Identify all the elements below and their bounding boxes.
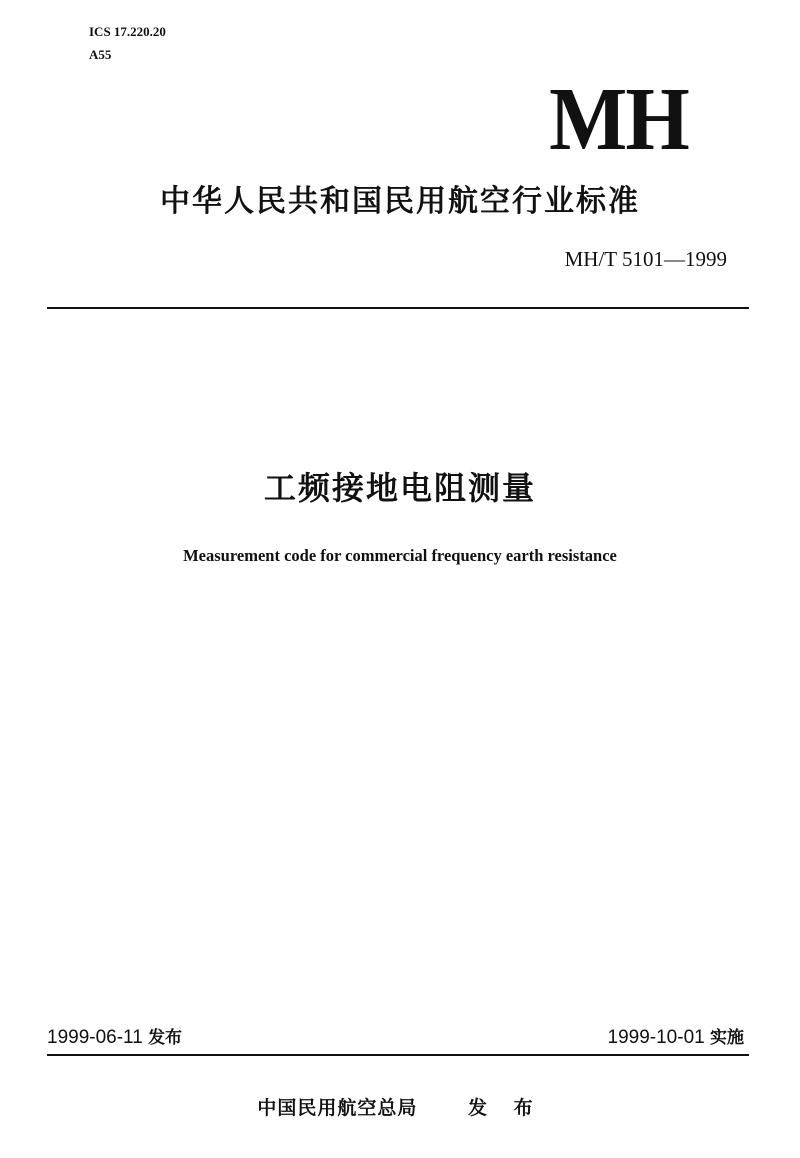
standard-logo: MH [549, 70, 688, 169]
bottom-divider [47, 1054, 749, 1056]
issue-date-block [47, 1025, 182, 1051]
effective-label: 实施 [710, 1028, 744, 1048]
document-title-english: Measurement code for commercial frequency earth resistance [183, 546, 617, 565]
effective-date: 1999-10-01 [607, 1027, 705, 1048]
publisher-action: 发 布 [468, 1097, 543, 1119]
issue-date: 1999-06-11 [47, 1027, 143, 1048]
standard-code: MH/T 5101—1999 [564, 247, 727, 271]
document-title-chinese: 工频接地电阻测量 [263, 469, 536, 507]
issue-label: 发布 [148, 1028, 183, 1048]
publisher-name: 中国民用航空总局 [257, 1097, 418, 1119]
publisher-line [0, 1094, 800, 1122]
ccs-code: A55 [89, 47, 112, 62]
standard-category-title: 中华人民共和国民用航空行业标准 [160, 184, 640, 219]
effective-date-block [608, 1025, 744, 1051]
top-divider [47, 307, 749, 309]
ics-code: ICS 17.220.20 [89, 24, 166, 39]
